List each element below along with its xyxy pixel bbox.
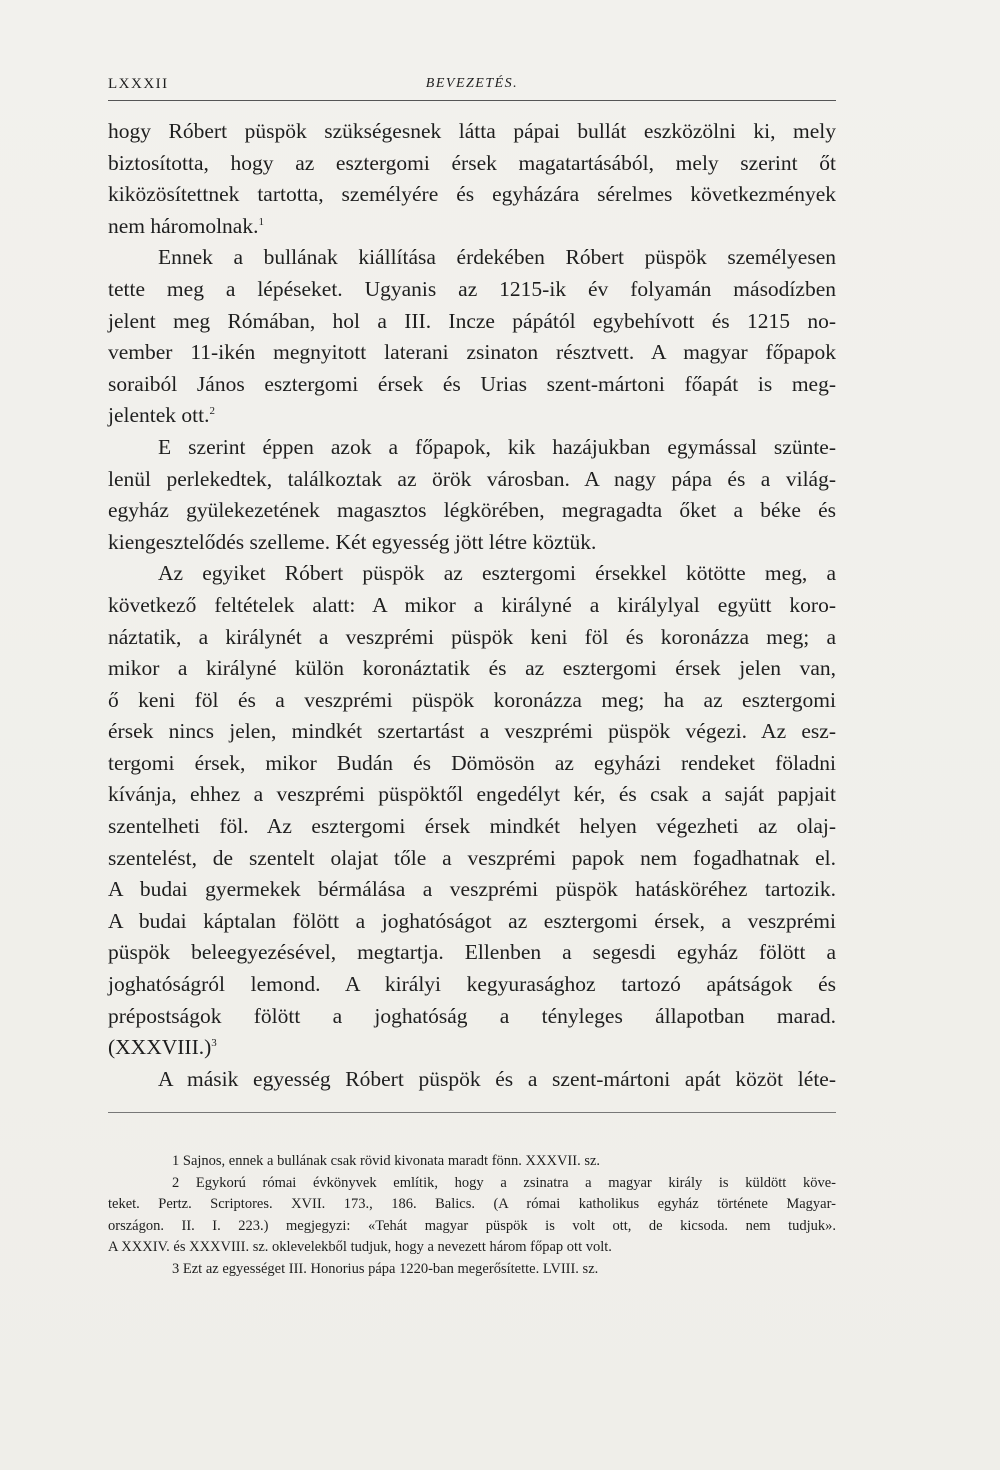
text-line: tergomi érsek, mikor Budán és Dömösön az egyházi rendeket föladni	[108, 750, 836, 775]
text-line: hogy Róbert püspök szükségesnek látta pápai bullát eszközölni ki, mely	[108, 119, 836, 143]
text-line: következő feltételek alatt: A mikor a királyné a királylyal együtt koro-	[108, 592, 836, 617]
text-line: biztosította, hogy az esztergomi érsek magatartásából, mely szerint őt	[108, 150, 836, 175]
footnotes	[108, 1151, 836, 1280]
text-line: E szerint éppen azok a főpapok, kik hazájukban egymással szünte-	[158, 434, 836, 459]
footnote-divider	[108, 1112, 836, 1113]
page-header	[108, 74, 836, 101]
text-line: soraiból János esztergomi érsek és Urias szent-mártoni főapát is meg-	[108, 371, 836, 396]
footnote-line: 1 Sajnos, ennek a bullának csak rövid kivonata maradt fönn. XXXVII. sz.	[172, 1153, 601, 1169]
text-line: joghatóságról lemond. A királyi kegyurasághoz tartozó apátságok és	[108, 972, 836, 997]
text-line: jelentek ott.$^2$	[108, 403, 215, 428]
text-line: lenül perlekedtek, találkoztak az örök városban. A nagy pápa és a világ-	[108, 466, 836, 491]
text-line: mikor a királyné külön koronáztatik és az esztergomi érsek jelen van,	[108, 656, 836, 681]
main-text	[108, 116, 836, 1095]
footnote-line: 2 Egykorú római évkönyvek említik, hogy a zsinatra a magyar király is küldött köve-	[172, 1174, 836, 1191]
text-line: náztatik, a királynét a veszprémi püspök keni föl és koronázza meg; a	[108, 624, 836, 649]
footnote-line: A XXXIV. és XXXVIII. sz. oklevelekből tudjuk, hogy a nevezett három főpap ott volt.	[108, 1239, 612, 1255]
text-line: (XXXVIII.)$^3$	[108, 1035, 217, 1060]
footnote-line: 3 Ezt az egyességet III. Honorius pápa 1220-ban megerősítette. LVIII. sz.	[172, 1260, 599, 1277]
running-title: BEVEZETÉS.	[425, 76, 519, 91]
text-line: A budai gyermekek bérmálása a veszprémi püspök hatásköréhez tartozik.	[108, 877, 836, 902]
text-line: A másik egyesség Róbert püspök és a szent-mártoni apát közöt léte-	[158, 1066, 836, 1091]
footnote-line: teket. Pertz. Scriptores. XVII. 173., 186. Balics. (A római katholikus egyház története Magyar-	[108, 1196, 836, 1212]
text-line: Az egyiket Róbert püspök az esztergomi érsekkel kötötte meg, a	[158, 561, 836, 586]
text-line: egyház gyülekezetének magasztos légkörében, megragadta őket a béke és	[108, 498, 836, 523]
footnote-marker: 1	[258, 215, 264, 228]
text-line: kiengesztelődés szelleme. Két egyesség jött létre köztük.	[108, 529, 597, 554]
text-line: jelent meg Rómában, hol a III. Incze pápától egybehívott és 1215 no-	[108, 308, 836, 333]
text-line: ő keni föl és a veszprémi püspök koronázza meg; ha az esztergomi	[108, 687, 836, 712]
footnote-marker: 2	[209, 405, 215, 418]
text-line: tette meg a lépéseket. Ugyanis az 1215-ik év folyamán másodízben	[108, 276, 836, 301]
text-line: vember 11-ikén megnyitott laterani zsinaton résztvett. A magyar főpapok	[108, 340, 836, 365]
footnote-marker: 3	[211, 1037, 217, 1050]
text-line: A budai káptalan fölött a joghatóságot az esztergomi érsek, a veszprémi	[108, 908, 836, 933]
text-line: püspök beleegyezésével, megtartja. Ellenben a segesdi egyház fölött a	[108, 940, 836, 965]
text-line: nem háromolnak.$^1$	[108, 213, 264, 238]
text-line: kiközösítettnek tartotta, személyére és egyházára sérelmes következmények	[108, 182, 836, 207]
text-line: szentelést, de szentelt olajat tőle a veszprémi papok nem fogadhatnak el.	[108, 845, 836, 870]
footnote-line: országon. II. I. 223.) megjegyzi: «Tehát magyar püspök is volt ott, de kicsoda. nem tudjuk».	[108, 1217, 836, 1234]
text-line: Ennek a bullának kiállítása érdekében Róbert püspök személyesen	[158, 245, 836, 270]
text-line: szentelheti föl. Az esztergomi érsek mindkét helyen végezheti az olaj-	[108, 814, 836, 839]
text-line: prépostságok fölött a joghatóság a tényleges állapotban marad.	[108, 1003, 836, 1028]
page-number: LXXXII	[108, 76, 169, 92]
text-line: kívánja, ehhez a veszprémi püspöktől engedélyt kér, és csak a saját papjait	[108, 782, 836, 807]
text-line: érsek nincs jelen, mindkét szertartást a veszprémi püspök végezi. Az esz-	[108, 719, 836, 744]
